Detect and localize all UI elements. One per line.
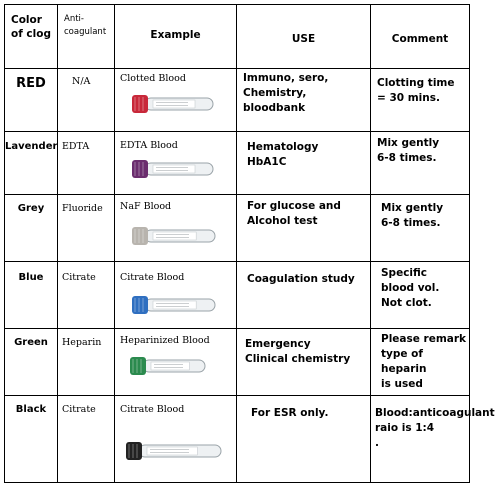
comment-text (381, 332, 469, 392)
tube-cap (126, 442, 142, 460)
cell-use (237, 262, 371, 329)
use-line: For glucose and (247, 200, 341, 212)
clog-color-name: RED (16, 76, 46, 91)
table-row (5, 329, 470, 396)
tube-image (131, 294, 219, 320)
cell-anticoagulant (58, 262, 115, 329)
use-line: Clinical chemistry (245, 353, 351, 365)
blood-tube-table (4, 4, 495, 483)
comment-line: 6-8 times. (381, 217, 441, 229)
cell-color (5, 69, 58, 132)
cell-color (5, 396, 58, 483)
comment-line: Not clot. (381, 297, 432, 309)
use-line: HbA1C (247, 156, 287, 168)
blood-tube-icon (131, 294, 219, 316)
use-text (247, 199, 341, 229)
table-row (5, 195, 470, 262)
comment-line: Mix gently (377, 137, 440, 149)
anticoagulant-name: N/A (72, 76, 91, 87)
use-line: For ESR only. (251, 407, 329, 419)
use-text (245, 337, 350, 367)
cell-comment (371, 69, 470, 132)
use-text (251, 406, 328, 421)
cell-example (115, 396, 237, 483)
header-color: Color of clog (5, 5, 58, 69)
tube-image (131, 158, 217, 184)
cell-anticoagulant (58, 195, 115, 262)
comment-line: Please remark (381, 333, 467, 345)
tube-cap (132, 160, 148, 178)
header-use: USE (237, 5, 371, 69)
comment-line: 6-8 times. (377, 152, 437, 164)
blood-tube-icon (131, 93, 217, 115)
cell-anticoagulant (58, 132, 115, 195)
cell-example (115, 195, 237, 262)
tube-label (153, 165, 195, 173)
tube-cap (130, 357, 146, 375)
comment-line: Mix gently (381, 202, 444, 214)
comment-line: type of heparin (381, 348, 427, 375)
header-example: Example (115, 5, 237, 69)
use-line: Chemistry, bloodbank (243, 87, 307, 114)
comment-line: Blood:anticoagulant (375, 407, 495, 419)
comment-line: . (375, 437, 379, 449)
cell-use (237, 329, 371, 396)
table-row (5, 396, 470, 483)
cell-comment (371, 195, 470, 262)
cell-color (5, 329, 58, 396)
header-comment: Comment (371, 5, 470, 69)
comment-line: Clotting time (377, 77, 455, 89)
cell-color (5, 195, 58, 262)
cell-use (237, 69, 371, 132)
use-text (243, 71, 370, 116)
clog-color-name: Black (15, 404, 47, 415)
blood-tube-icon (125, 440, 225, 462)
tube-label (151, 362, 189, 370)
clog-color-name: Blue (18, 272, 44, 283)
tube-image (131, 93, 217, 119)
anticoagulant-name: Heparin (62, 337, 102, 348)
cell-comment (371, 329, 470, 396)
example-label: Citrate Blood (120, 272, 185, 283)
cell-comment (371, 132, 470, 195)
comment-text (381, 266, 439, 311)
tube-image (129, 355, 209, 381)
use-text (247, 140, 318, 170)
cell-anticoagulant (58, 69, 115, 132)
table-row (5, 262, 470, 329)
cell-use (237, 396, 371, 483)
comment-line: raio is 1:4 (375, 422, 435, 434)
cell-example (115, 329, 237, 396)
blood-tube-icon (129, 355, 209, 377)
example-label: Clotted Blood (120, 73, 186, 84)
use-text (247, 272, 355, 287)
cell-color (5, 262, 58, 329)
example-label: Citrate Blood (120, 404, 185, 415)
use-line: Coagulation study (247, 273, 355, 285)
comment-text (381, 201, 443, 231)
example-label: NaF Blood (120, 201, 172, 212)
tube-cap (132, 227, 148, 245)
example-label: EDTA Blood (120, 140, 178, 151)
cell-comment (371, 396, 495, 483)
use-line: Emergency (245, 338, 311, 350)
comment-line: is used (381, 378, 423, 390)
cell-use (237, 195, 371, 262)
example-label: Heparinized Blood (120, 335, 210, 346)
tube-cap (132, 95, 148, 113)
cell-anticoagulant (58, 396, 115, 483)
tube-image (125, 440, 225, 466)
comment-text (377, 76, 454, 106)
clog-color-name: Grey (17, 203, 45, 214)
anticoagulant-name: Citrate (62, 272, 96, 283)
comment-line: = 30 mins. (377, 92, 440, 104)
comment-text (375, 406, 495, 451)
table-row (5, 69, 470, 132)
cell-example (115, 69, 237, 132)
anticoagulant-name: Fluoride (62, 203, 103, 214)
anticoagulant-name: EDTA (62, 141, 90, 152)
tube-label (153, 232, 196, 240)
cell-anticoagulant (58, 329, 115, 396)
table-row (5, 132, 470, 195)
cell-example (115, 132, 237, 195)
tube-label (153, 100, 195, 108)
use-line: Hematology (247, 141, 319, 153)
clog-color-name: Lavender (5, 141, 58, 152)
cell-example (115, 262, 237, 329)
cell-color (5, 132, 58, 195)
cell-use (237, 132, 371, 195)
comment-text (377, 136, 439, 166)
tube-cap (132, 296, 148, 314)
use-line: Immuno, sero, (243, 72, 329, 84)
tube-label (147, 447, 197, 455)
header-row (5, 5, 470, 69)
clog-color-name: Green (14, 337, 48, 348)
cell-comment (371, 262, 470, 329)
blood-tube-icon (131, 158, 217, 180)
comment-line: Specific (381, 267, 428, 279)
anticoagulant-name: Citrate (62, 404, 96, 415)
header-anticoagulant: Anti-coagulant (58, 5, 115, 69)
blood-tube-icon (131, 225, 219, 247)
tube-image (131, 225, 219, 251)
use-line: Alcohol test (247, 215, 318, 227)
tube-label (153, 301, 196, 309)
comment-line: blood vol. (381, 282, 440, 294)
